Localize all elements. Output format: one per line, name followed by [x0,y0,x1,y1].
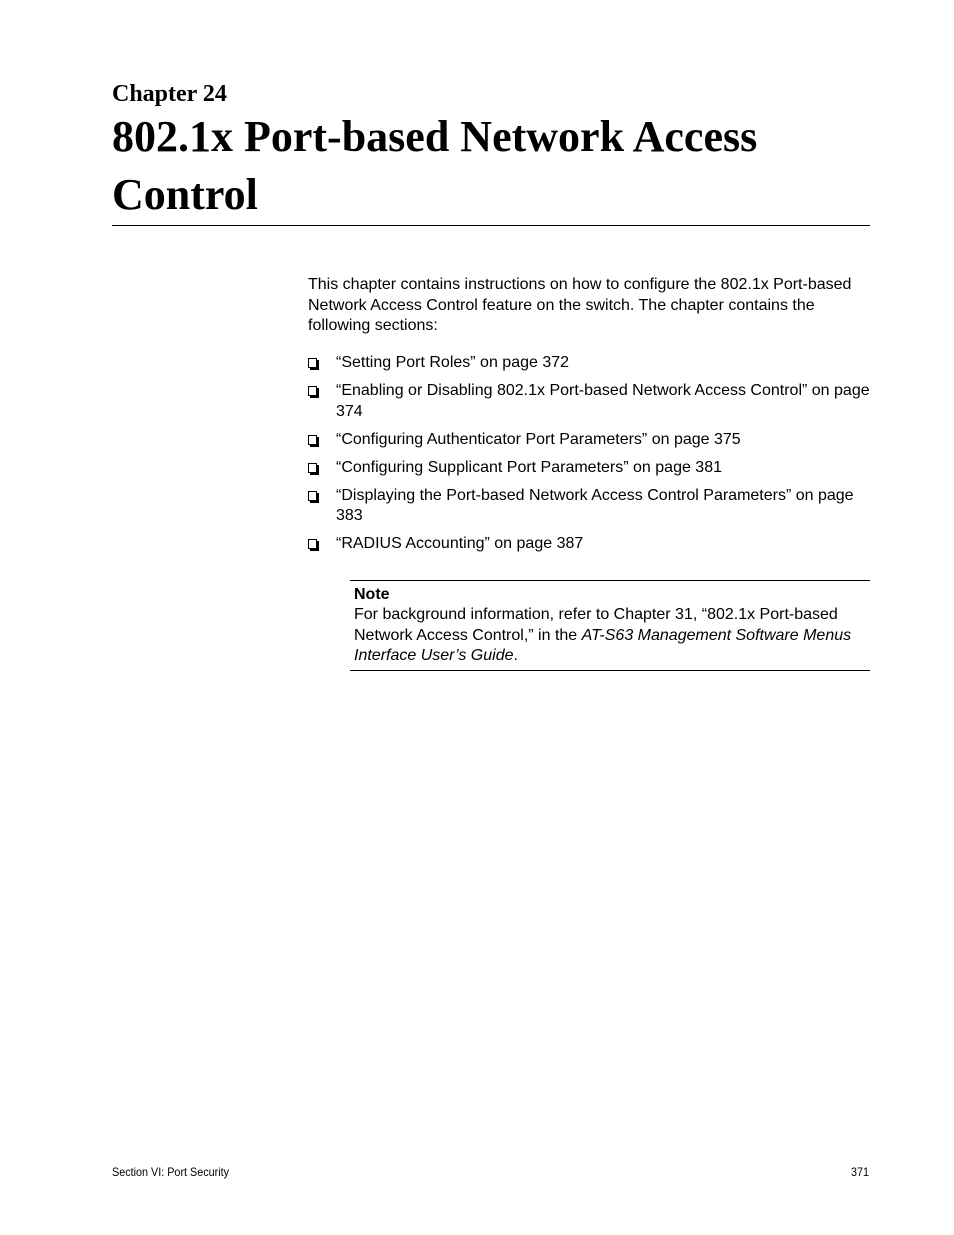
list-item [308,430,870,451]
intro-paragraph: This chapter contains instructions on how to configure the 802.1x Port-based Network Access Control feature on the switch. The chapter contains the following sections: [308,276,852,334]
list-item-text: “Configuring Supplicant Port Parameters” on page 381 [336,458,722,476]
section-list [308,353,870,562]
list-item [308,486,870,527]
list-item-text: “Configuring Authenticator Port Parameters” on page 375 [336,430,741,448]
note-text-before: For background information, refer to Chapter 31, “802.1x Port-based Network Access Control,” in the [354,606,838,644]
footer-section-name: Section VI: Port Security [112,1165,230,1179]
checkbox-bullet-icon [308,463,317,473]
checkbox-bullet-icon [308,539,317,549]
note-text-after: . [513,647,518,664]
list-item-text: “Enabling or Disabling 802.1x Port-based Network Access Control” on page 374 [336,382,870,420]
checkbox-bullet-icon [308,358,317,368]
list-item [308,534,870,555]
note-text [354,605,870,667]
list-item [308,353,870,374]
chapter-title: 802.1x Port-based Network Access Control [112,112,758,219]
title-divider [112,225,870,226]
note-heading: Note [354,586,390,603]
list-item-text: “Setting Port Roles” on page 372 [336,354,570,371]
list-item-text: “RADIUS Accounting” on page 387 [336,535,584,552]
checkbox-bullet-icon [308,491,317,501]
list-item-text: “Displaying the Port-based Network Access Control Parameters” on page 383 [336,486,854,524]
note-book-title: AT-S63 Management Software Menus Interface User’s Guide [354,626,852,664]
list-item [308,381,870,422]
checkbox-bullet-icon [308,435,317,445]
checkbox-bullet-icon [308,386,317,396]
footer-page-number: 371 [850,1165,869,1179]
chapter-label: Chapter 24 [112,81,227,107]
note-box [350,580,870,671]
list-item [308,458,870,479]
